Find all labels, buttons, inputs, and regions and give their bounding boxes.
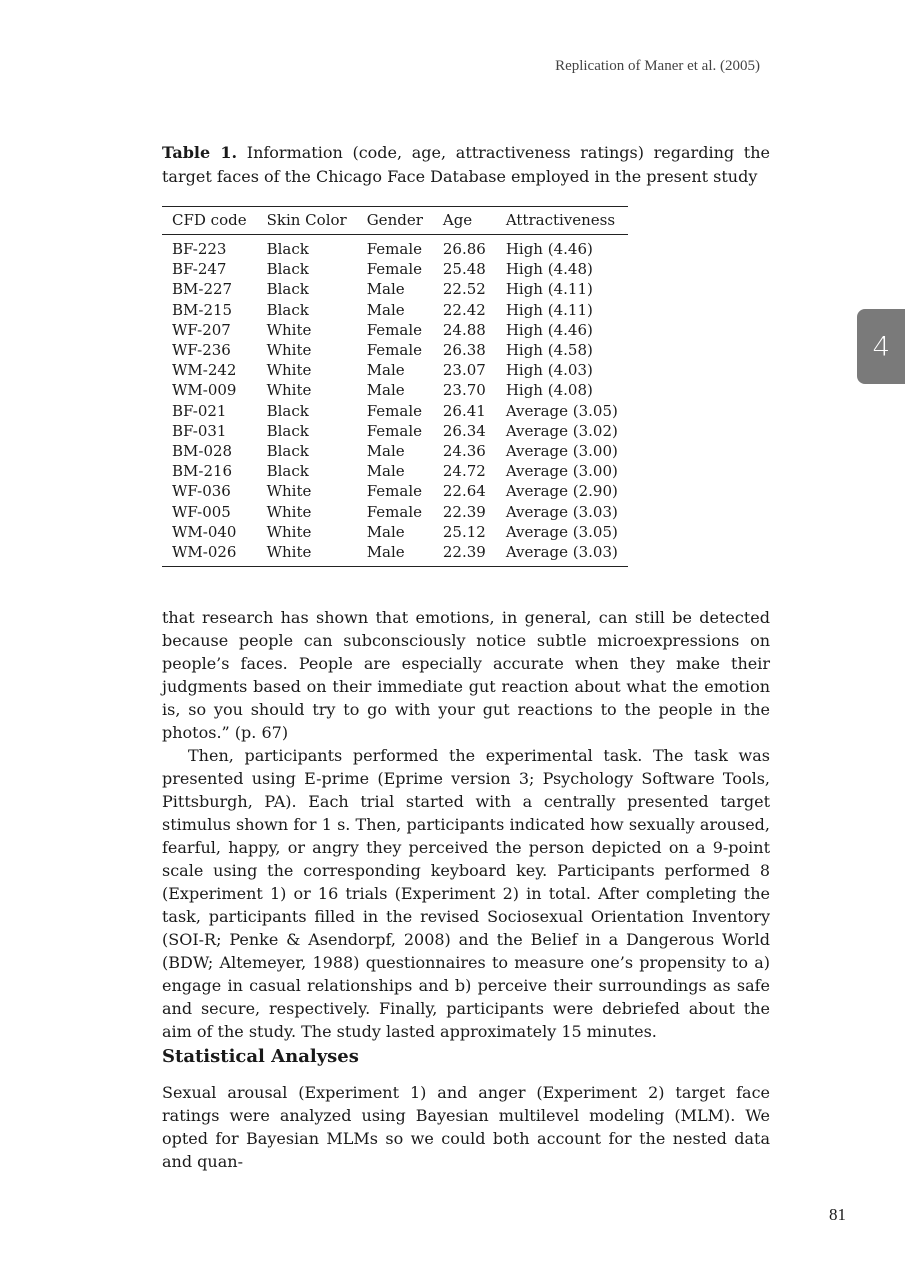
table-cell: Average (3.03) (505, 542, 618, 561)
body-paragraph: Then, participants performed the experimental task. The task was presented using E-prime (Eprime version 3; Psychology Software Tools, Pittsburgh, PA). Each trial started with a centrally presented target stimulus shown for 1 s. Then, participants indicated how sexually aroused, fearful, happy, or angry they perceived the person depicted on a 9-point scale using the corresponding keyboard key. Participants performed 8 (Experiment 1) or 16 trials (Experiment 2) in total. After completing the task, participants filled in the revised Sociosexual Orientation Inventory (SOI-R; Penke & Asendorpf, 2008) and the Belief in a Dangerous World (BDW; Altemeyer, 1988) questionnaires to measure one’s propensity to a) engage in casual relationships and b) perceive their surroundings as safe and secure, respectively. Finally, participants were debriefed about the aim of the study. The study lasted approximately 15 minutes. (162, 746, 770, 1041)
table-row (162, 542, 628, 567)
table-cell: Female (366, 482, 423, 501)
table-cell: 22.39 (442, 502, 486, 521)
table-cell: Male (366, 361, 405, 380)
table-cell: WM-040 (172, 522, 237, 541)
table-cell: WM-009 (172, 381, 237, 400)
table-cell: Black (266, 462, 309, 481)
table-cell: WF-036 (172, 482, 231, 501)
table-row (162, 300, 628, 320)
target-faces-table (162, 206, 628, 567)
table-row (162, 340, 628, 360)
table-cell: Male (366, 441, 405, 460)
table-cell: WF-005 (172, 502, 231, 521)
table-row (162, 380, 628, 400)
table-cell: White (266, 320, 312, 339)
table-cell: 22.52 (442, 280, 486, 299)
table-cell: White (266, 482, 312, 501)
table-cell: Black (266, 401, 309, 420)
table-cell: White (266, 502, 312, 521)
table-cell: 22.64 (442, 482, 486, 501)
page-number: 81 (829, 1205, 846, 1224)
table-cell: BM-028 (172, 441, 233, 460)
table-cell: 26.34 (442, 421, 486, 440)
table-cell: 23.07 (442, 361, 486, 380)
table-cell: Female (366, 401, 423, 420)
table-cell: Female (366, 421, 423, 440)
column-header: Age (433, 207, 496, 235)
table-row (162, 441, 628, 461)
table-cell: White (266, 522, 312, 541)
body-text (162, 606, 770, 1043)
table-row (162, 461, 628, 481)
table-row (162, 421, 628, 441)
table-cell: BM-227 (172, 280, 233, 299)
table-cell: White (266, 341, 312, 360)
table-cell: BM-215 (172, 300, 233, 319)
column-header: CFD code (162, 207, 257, 235)
table-row (162, 501, 628, 521)
table-cell: BM-216 (172, 462, 233, 481)
table-cell: Male (366, 280, 405, 299)
table-row (162, 481, 628, 501)
table-row (162, 401, 628, 421)
table-cell: Black (266, 260, 309, 279)
table-cell: 26.38 (442, 341, 486, 360)
table-row (162, 235, 628, 260)
table-cell: Male (366, 542, 405, 561)
table-cell: White (266, 361, 312, 380)
table-cell: 24.72 (442, 462, 486, 481)
table-cell: Male (366, 522, 405, 541)
column-header: Gender (357, 207, 433, 235)
table-cell: 25.12 (442, 522, 486, 541)
running-head: Replication of Maner et al. (2005) (555, 58, 760, 74)
section-paragraph: Sexual arousal (Experiment 1) and anger (Experiment 2) target face ratings were analyzed using Bayesian multilevel modeling (MLM). We opted for Bayesian MLMs so we could both account for the nested data and quan- (162, 1083, 770, 1171)
table-caption-text: Information (code, age, attractiveness ratings) regarding the target faces of the Chicago Face Database employed in the present study (162, 143, 770, 186)
chapter-tab-number: 4 (872, 329, 890, 363)
section-heading: Statistical Analyses (162, 1046, 359, 1067)
table-cell: WM-242 (172, 361, 237, 380)
table-cell: Average (3.05) (505, 522, 618, 541)
table-cell: Average (3.05) (505, 401, 618, 420)
table-cell: High (4.08) (505, 381, 593, 400)
table-cell: Female (366, 320, 423, 339)
table-header-row (162, 207, 628, 235)
table-row (162, 279, 628, 299)
table-cell: White (266, 542, 312, 561)
table-cell: High (4.11) (505, 280, 593, 299)
table-cell: 22.42 (442, 300, 486, 319)
table-cell: Male (366, 381, 405, 400)
table-cell: 24.36 (442, 441, 486, 460)
table-caption (162, 141, 770, 189)
table-cell: 25.48 (442, 260, 486, 279)
table-cell: High (4.58) (505, 341, 593, 360)
table-cell: Male (366, 462, 405, 481)
table-cell: WM-026 (172, 542, 237, 561)
table-cell: Average (3.00) (505, 462, 618, 481)
table-cell: BF-031 (172, 421, 227, 440)
table-cell: High (4.48) (505, 260, 593, 279)
table-cell: 26.86 (442, 240, 486, 259)
table-cell: BF-247 (172, 260, 227, 279)
table-cell: Black (266, 280, 309, 299)
table-cell: BF-223 (172, 240, 227, 259)
table-cell: Average (3.02) (505, 421, 618, 440)
table-cell: High (4.03) (505, 361, 593, 380)
table-cell: High (4.46) (505, 240, 593, 259)
table-row (162, 360, 628, 380)
table-cell: Black (266, 441, 309, 460)
table-cell: WF-207 (172, 320, 231, 339)
table-cell: Average (3.03) (505, 502, 618, 521)
column-header: Skin Color (257, 207, 357, 235)
table-row (162, 259, 628, 279)
table-row (162, 320, 628, 340)
table-cell: Black (266, 300, 309, 319)
table-cell: Male (366, 300, 405, 319)
table-caption-label: Table 1. (162, 143, 238, 162)
table-cell: BF-021 (172, 401, 227, 420)
table-cell: High (4.46) (505, 320, 593, 339)
table-cell: Female (366, 502, 423, 521)
table-cell: Average (3.00) (505, 441, 618, 460)
table-cell: Female (366, 260, 423, 279)
table-cell: High (4.11) (505, 300, 593, 319)
table-cell: Average (2.90) (505, 482, 618, 501)
chapter-tab (857, 309, 905, 384)
table-cell: Black (266, 421, 309, 440)
table-cell: WF-236 (172, 341, 231, 360)
table-cell: White (266, 381, 312, 400)
table-cell: Female (366, 341, 423, 360)
table-row (162, 522, 628, 542)
table-cell: Female (366, 240, 423, 259)
table-cell: 24.88 (442, 320, 486, 339)
body-paragraph: that research has shown that emotions, in general, can still be detected because people can subconsciously notice subtle microexpressions on people’s faces. People are especially accurate when they make their judgments based on their immediate gut reaction about what the emotion is, so you should try to go with your gut reactions to the people in the photos.” (p. 67) (162, 608, 770, 742)
table-cell: 22.39 (442, 542, 486, 561)
table-cell: Black (266, 240, 309, 259)
table-cell: 26.41 (442, 401, 486, 420)
column-header: Attractiveness (496, 207, 628, 235)
table-cell: 23.70 (442, 381, 486, 400)
